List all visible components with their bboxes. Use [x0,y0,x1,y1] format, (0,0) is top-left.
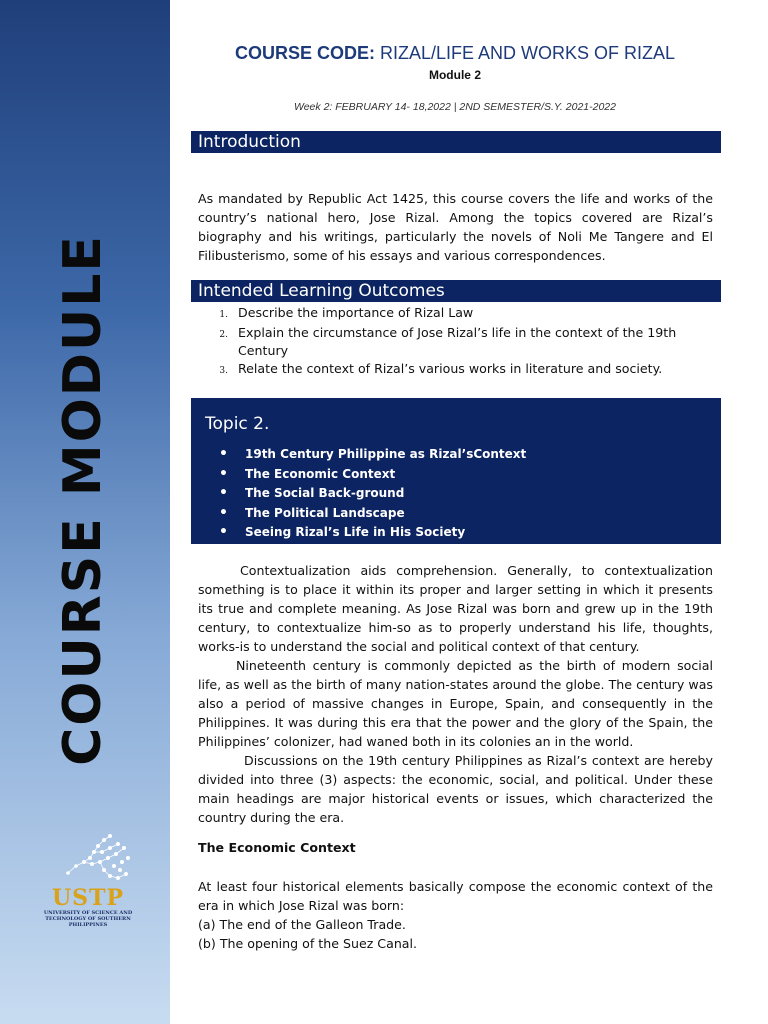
outcomes-list [200,304,710,380]
outcome-number: 3. [219,366,228,376]
topic-item: • 19th Century Philippine as Rizal’sContext [219,447,526,467]
outcome-item [200,324,710,360]
body-text [198,561,713,827]
topic-box [191,398,721,544]
sidebar-title: COURSE MODULE [53,234,113,766]
week-info: Week 2: FEBRUARY 14- 18,2022 | 2ND SEMESTER/S.Y. 2021-2022 [294,101,616,113]
economic-item-a: (a) The end of the Galleon Trade. [198,917,406,932]
outcome-item [200,304,710,324]
economic-intro: At least four historical elements basically compose the economic context of the era in which Jose Rizal was born: [198,879,713,913]
outcome-item [200,360,710,380]
outcome-number: 2. [219,330,228,340]
ustp-logo [38,886,138,928]
course-code [190,43,720,64]
outcome-text: Explain the circumstance of Jose Rizal’s life in the context of the 19th Century [238,325,677,358]
economic-context-heading: The Economic Context [198,840,356,855]
outcome-text: Relate the context of Rizal’s various works in literature and society. [238,361,663,376]
body-paragraph: Nineteenth century is commonly depicted as the birth of modern social life, as well as the birth of many nation-states around the globe. The century was also a period of massive changes in Europe, Spain, and consequently in the Philippines. It was during this era that the power and the glory of the Spain, the Philippines’ colonizer, had waned both in its colonies an in the world. [198,658,713,749]
logo-name: USTP [52,885,124,911]
outcome-number: 1. [219,310,228,320]
outcome-text: Describe the importance of Rizal Law [238,305,474,320]
topic-list [219,447,526,545]
course-code-value: RIZAL/LIFE AND WORKS OF RIZAL [379,43,676,63]
sidebar [0,0,170,1024]
logo-subtitle: UNIVERSITY OF SCIENCE AND TECHNOLOGY OF SOUTHERN PHILIPPINES [43,910,133,928]
topic-item: • Seeing Rizal’s Life in His Society [219,525,526,545]
economic-context-text [198,877,713,953]
topic-title: Topic 2. [205,414,270,434]
introduction-heading: Introduction [191,131,721,153]
body-paragraph: Contextualization aids comprehension. Generally, to contextualization something is to place it within its proper and larger setting in which it presents its true and complete meaning. As Jose Rizal was born and grew up in the 19th century, to contextualize him-so as to properly understand his life, thoughts, works-is to understand the social and political context of that century. [198,563,713,654]
course-code-label: COURSE CODE: [234,43,375,63]
economic-item-b: (b) The opening of the Suez Canal. [198,936,418,951]
topic-item: • The Social Back-ground [219,486,526,506]
module-label: Module 2 [428,68,481,82]
introduction-text: As mandated by Republic Act 1425, this course covers the life and works of the country’s national hero, Jose Rizal. Among the topics covered are Rizal’s biography and his writings, particularly the novels of Noli Me Tangere and El Filibusterismo, some of his essays and various correspondences. [198,191,713,263]
body-paragraph: Discussions on the 19th century Philippines as Rizal’s context are hereby divided into three (3) aspects: the economic, social, and political. Under these main headings are major historical events or issues, which characterized the country during the era. [198,753,713,825]
topic-item: • The Economic Context [219,467,526,487]
topic-item: • The Political Landscape [219,506,526,526]
outcomes-heading: Intended Learning Outcomes [191,280,721,302]
